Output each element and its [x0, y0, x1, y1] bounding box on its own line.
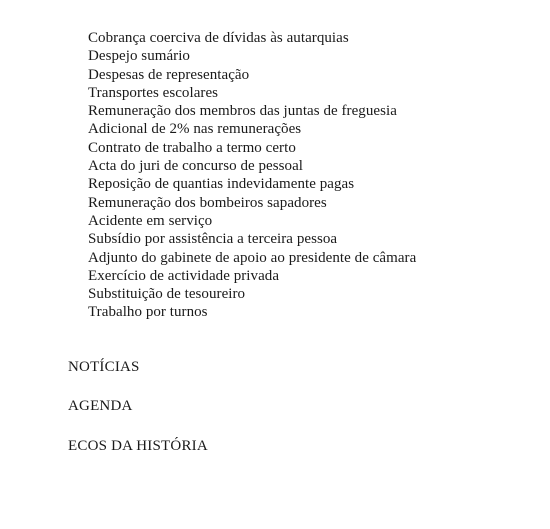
section-heading-ecos-da-historia: ECOS DA HISTÓRIA: [68, 438, 208, 454]
topic-item: Adjunto do gabinete de apoio ao presidente de câmara: [88, 249, 417, 266]
topic-item: Acidente em serviço: [88, 212, 213, 229]
topic-item: Remuneração dos bombeiros sapadores: [88, 194, 327, 211]
topic-item: Despejo sumário: [88, 48, 190, 65]
topic-item: Remuneração dos membros das juntas de freguesia: [88, 103, 397, 120]
topic-item: Substituição de tesoureiro: [88, 286, 246, 303]
topic-item: Trabalho por turnos: [88, 304, 208, 321]
topic-item: Contrato de trabalho a termo certo: [88, 139, 296, 156]
topic-item: Cobrança coerciva de dívidas às autarquias: [88, 30, 349, 46]
topic-item: Exercício de actividade privada: [88, 267, 280, 284]
topic-item: Reposição de quantias indevidamente pagas: [88, 176, 355, 193]
topic-item: Despesas de representação: [88, 66, 250, 83]
topic-item: Acta do juri de concurso de pessoal: [88, 158, 304, 175]
section-heading-noticias: NOTÍCIAS: [68, 359, 140, 375]
topic-item: Subsídio por assistência a terceira pessoa: [88, 231, 338, 248]
section-heading-agenda: AGENDA: [68, 398, 133, 414]
topic-list: [88, 29, 416, 322]
topic-item: Transportes escolares: [88, 84, 219, 101]
topic-item: Adicional de 2% nas remunerações: [88, 121, 302, 138]
